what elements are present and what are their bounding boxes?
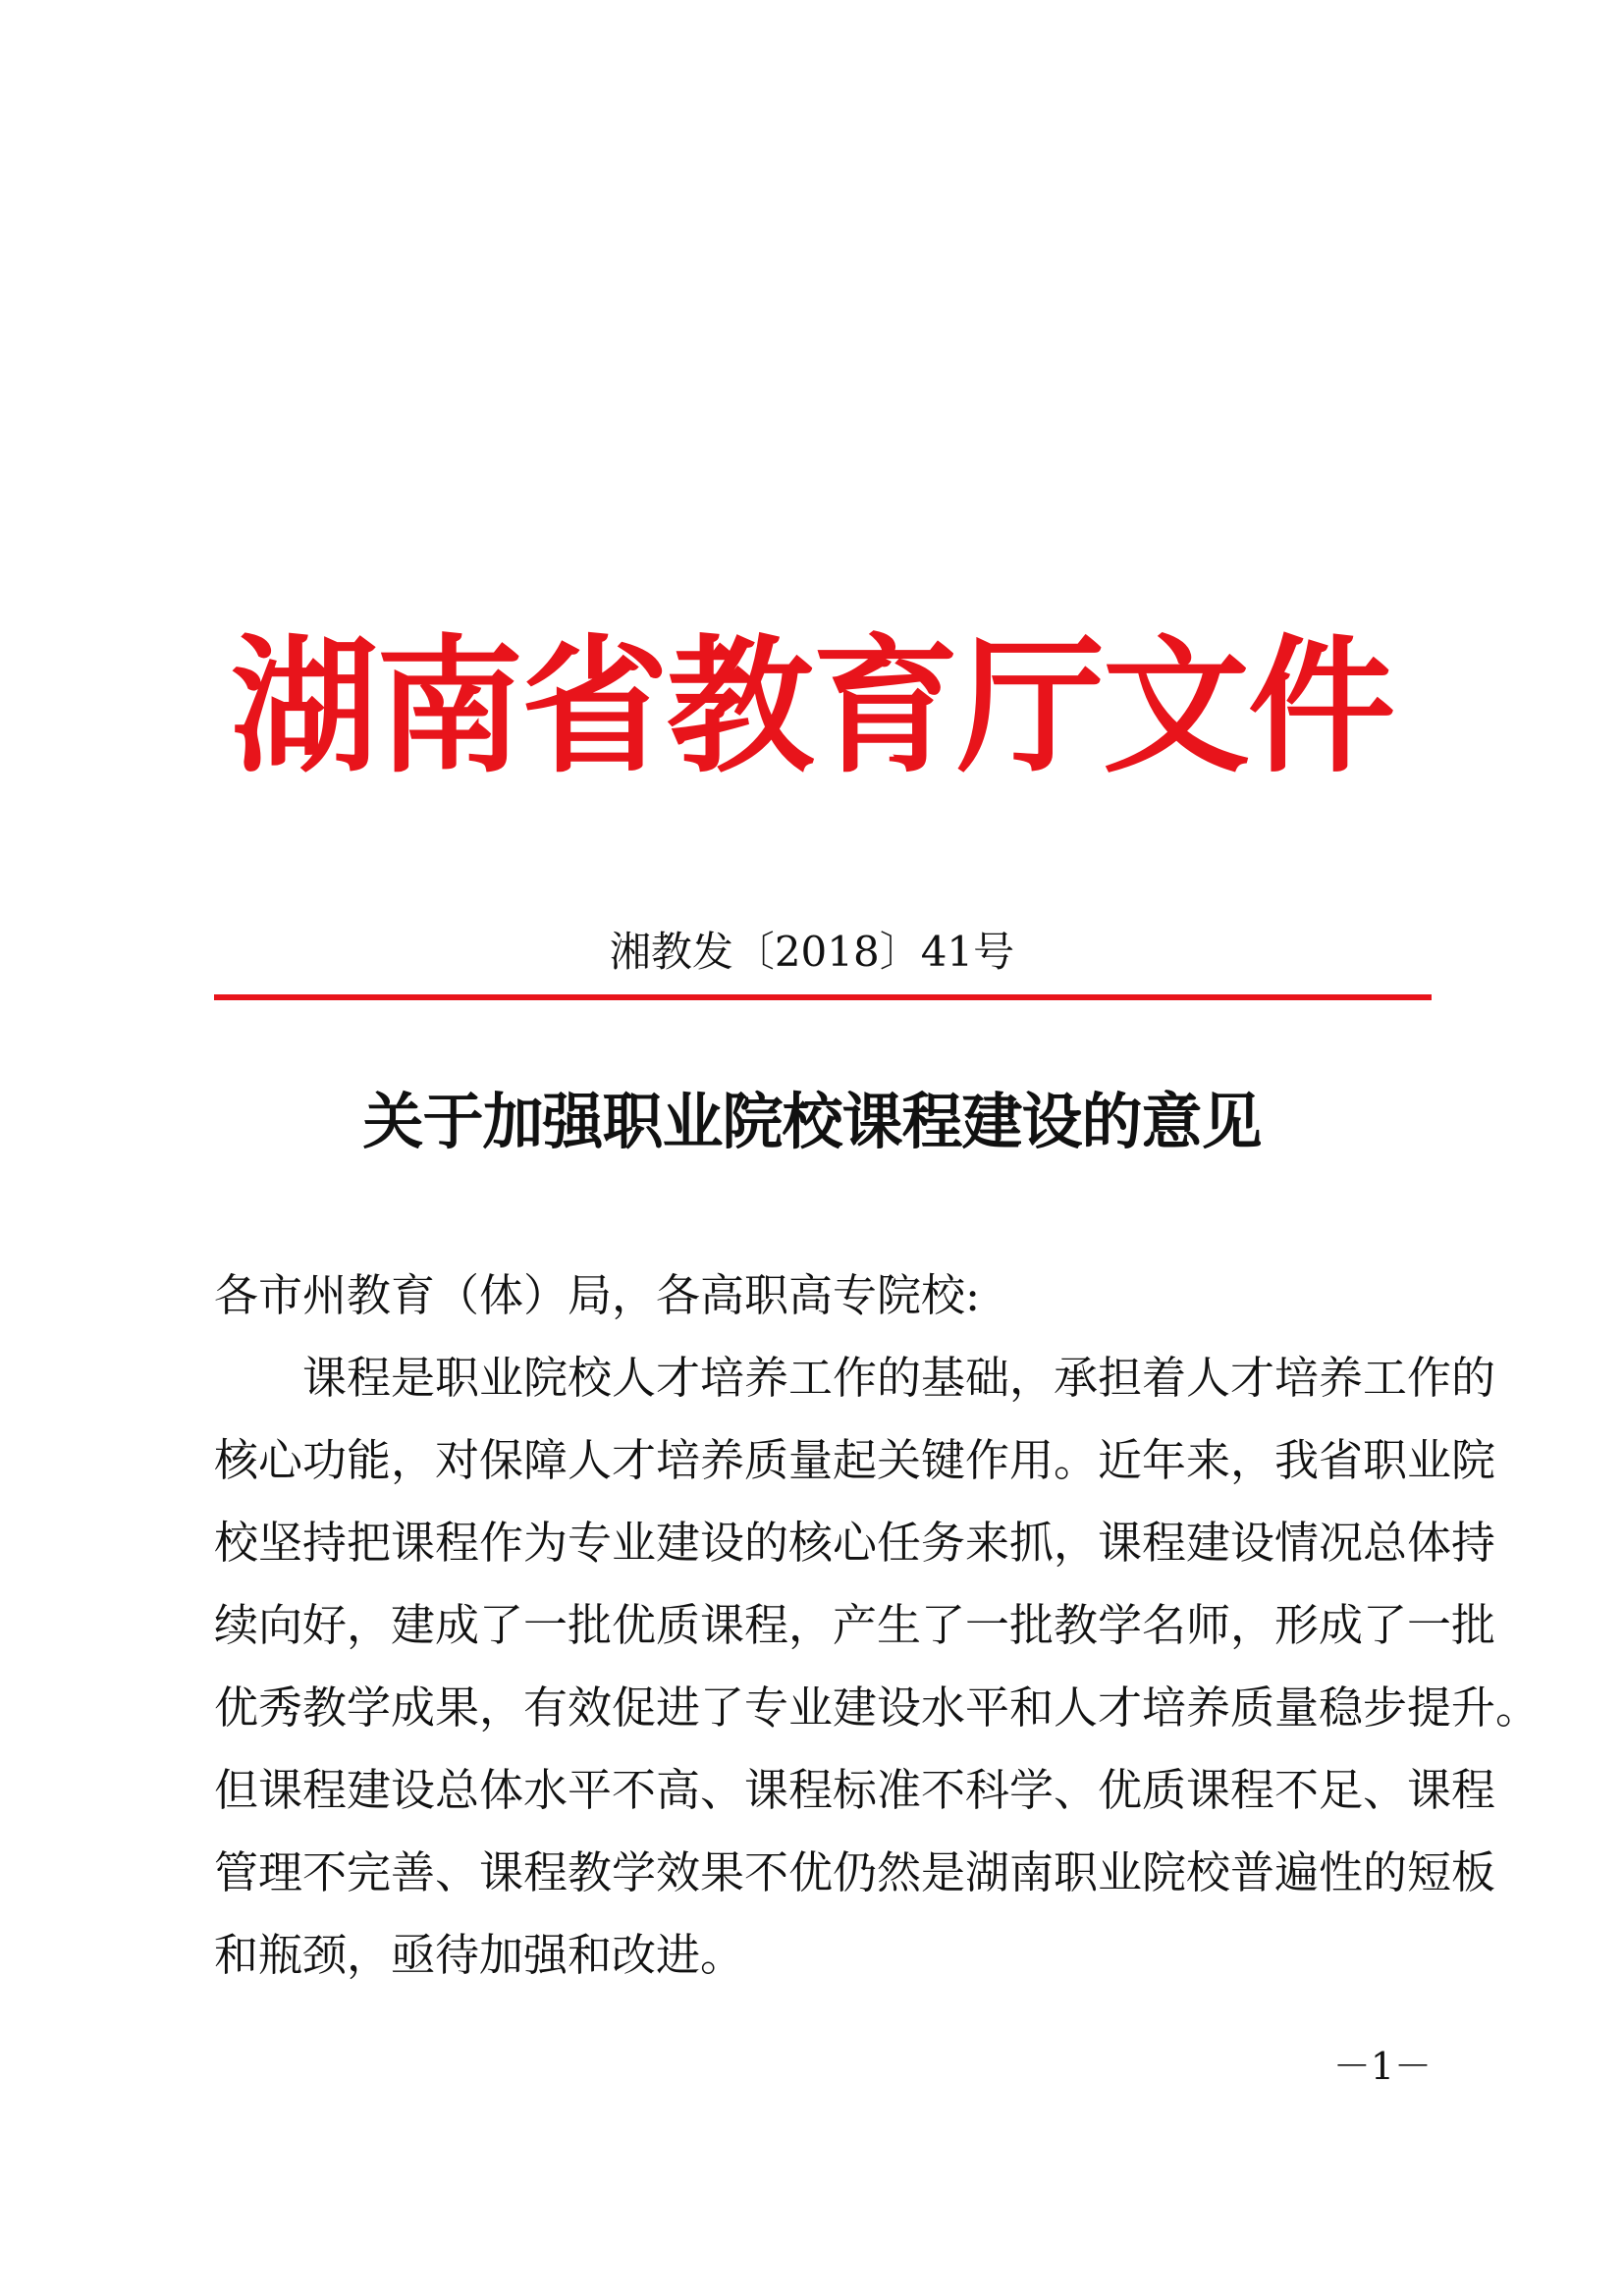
addressee-line: 各市州教育（体）局，各高职高专院校: bbox=[214, 1269, 981, 1321]
body-paragraph bbox=[214, 1337, 1541, 1997]
paragraph-line: 但课程建设总体水平不高、课程标准不科学、优质课程不足、课程 bbox=[214, 1764, 1496, 1816]
paragraph-line: 校坚持把课程作为专业建设的核心任务来抓，课程建设情况总体持 bbox=[214, 1517, 1496, 1569]
document-title: 关于加强职业院校课程建设的意见 bbox=[362, 1086, 1262, 1157]
document-number: 湘教发〔2018〕41号 bbox=[609, 928, 1015, 976]
paragraph-line: 优秀教学成果，有效促进了专业建设水平和人才培养质量稳步提升。 bbox=[214, 1682, 1541, 1734]
document-header-title: 湖南省教育厅文件 bbox=[230, 620, 1393, 793]
paragraph-line: 和瓶颈，亟待加强和改进。 bbox=[214, 1929, 745, 1981]
page-number: －1－ bbox=[1332, 2045, 1432, 2088]
paragraph-line: 管理不完善、课程教学效果不优仍然是湖南职业院校普遍性的短板 bbox=[214, 1846, 1496, 1898]
paragraph-line: 课程是职业院校人才培养工作的基础，承担着人才培养工作的 bbox=[302, 1352, 1496, 1404]
paragraph-line: 核心功能，对保障人才培养质量起关键作用。近年来，我省职业院 bbox=[214, 1434, 1496, 1486]
red-divider-rule bbox=[214, 994, 1432, 1000]
paragraph-line: 续向好，建成了一批优质课程，产生了一批教学名师，形成了一批 bbox=[214, 1599, 1496, 1651]
